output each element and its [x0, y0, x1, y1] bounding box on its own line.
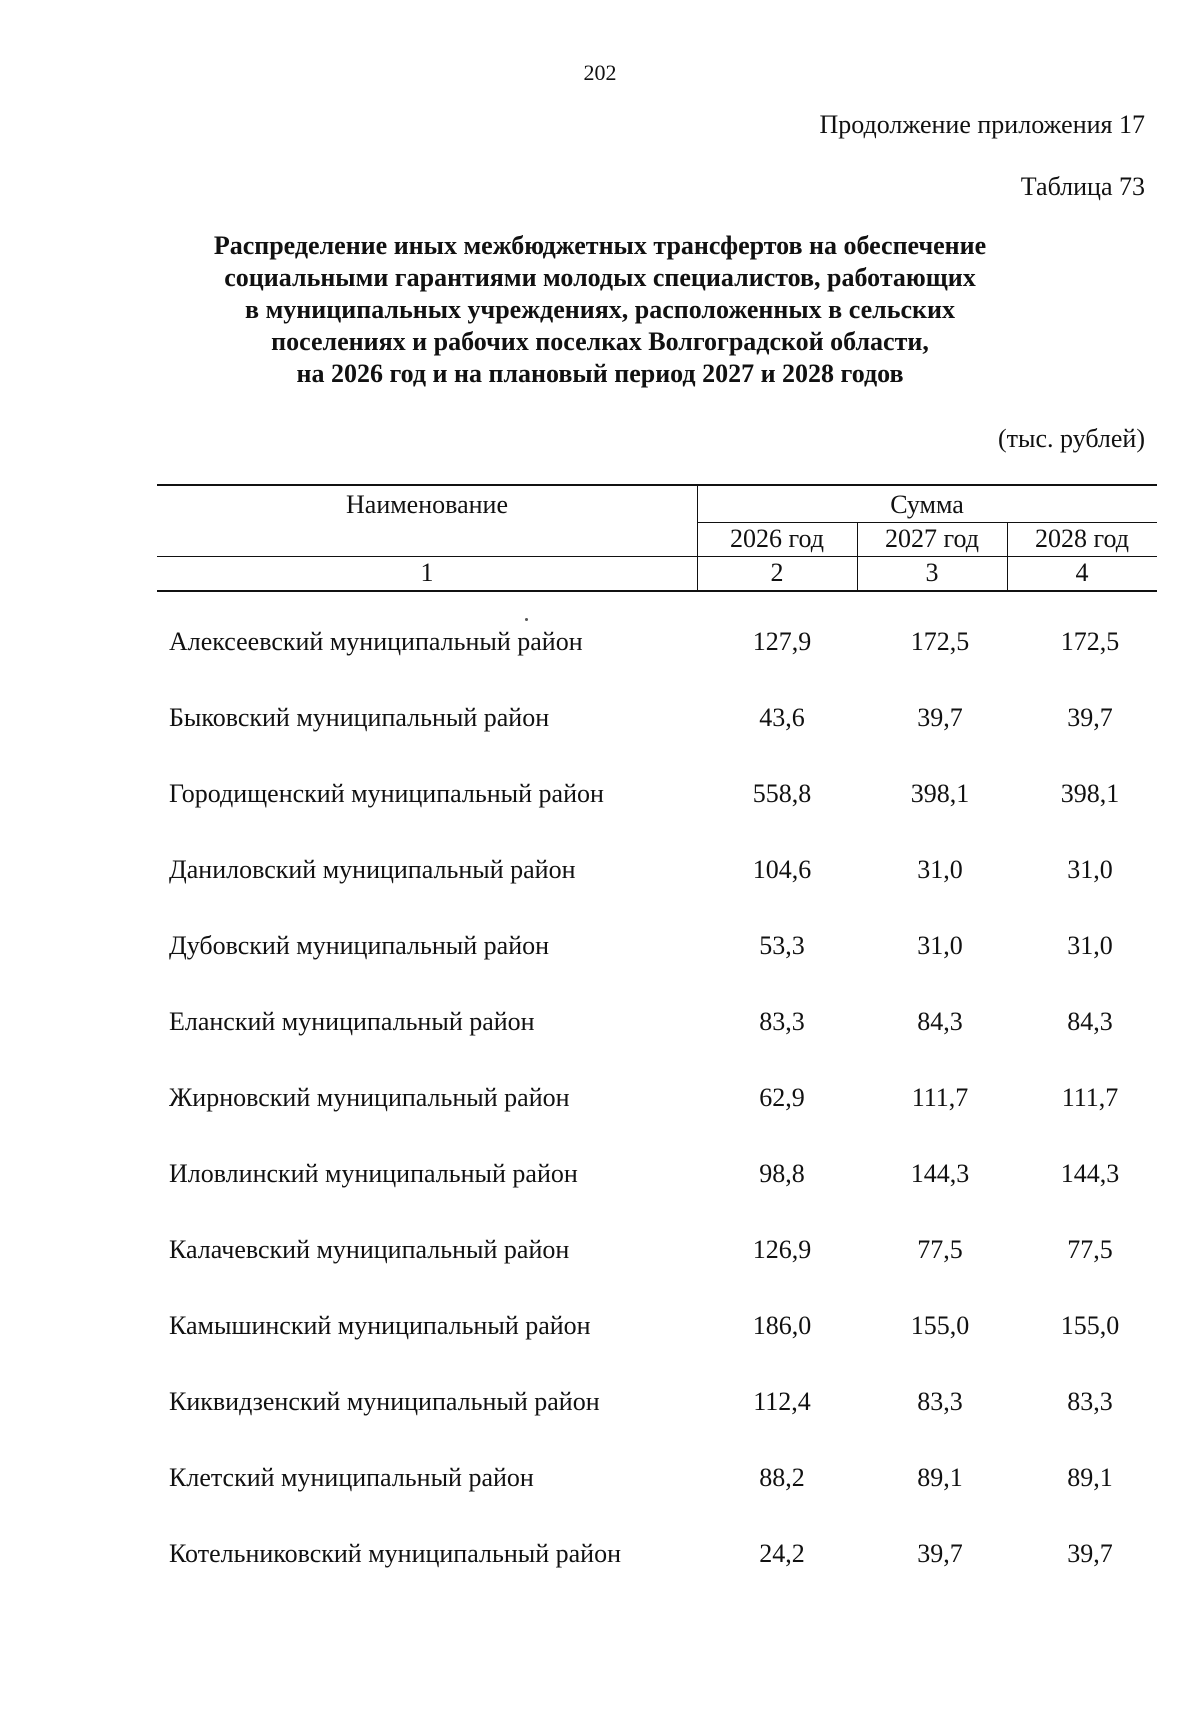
district-name: Даниловский муниципальный район: [169, 855, 576, 884]
value-2026: 126,9: [752, 1235, 812, 1264]
district-name: Алексеевский муниципальный район: [169, 627, 583, 656]
value-2028: 83,3: [1067, 1387, 1113, 1416]
value-2027: 155,0: [910, 1311, 970, 1340]
table-row: [157, 931, 1157, 971]
title-line: на 2026 год и на плановый период 2027 и 2028 годов: [296, 359, 904, 388]
header-sum: Сумма: [890, 490, 964, 519]
value-2027: 77,5: [917, 1235, 963, 1264]
value-2026: 112,4: [753, 1387, 811, 1416]
table-row: [157, 1083, 1157, 1123]
table-row: [157, 1463, 1157, 1503]
value-2028: 89,1: [1067, 1463, 1113, 1492]
units-label: (тыс. рублей): [997, 424, 1145, 453]
value-2026: 104,6: [752, 855, 812, 884]
value-2026: 43,6: [759, 703, 805, 732]
value-2027: 89,1: [917, 1463, 963, 1492]
table-row: [157, 1159, 1157, 1199]
table-row: [157, 1007, 1157, 1047]
header-name: Наименование: [346, 490, 508, 519]
value-2028: 84,3: [1067, 1007, 1113, 1036]
title-line: социальными гарантиями молодых специалистов, работающих: [224, 263, 976, 292]
document-title: [0, 230, 1200, 390]
table-row: [157, 855, 1157, 895]
district-name: Калачевский муниципальный район: [169, 1235, 570, 1264]
value-2028: 31,0: [1067, 931, 1113, 960]
header-year-2028: 2028 год: [1035, 524, 1129, 553]
value-2028: 111,7: [1061, 1083, 1119, 1112]
value-2027: 144,3: [910, 1159, 970, 1188]
value-2026: 53,3: [759, 931, 805, 960]
value-2028: 144,3: [1060, 1159, 1120, 1188]
value-2027: 111,7: [911, 1083, 969, 1112]
value-2028: 172,5: [1060, 627, 1120, 656]
title-line: Распределение иных межбюджетных трансфертов на обеспечение: [213, 231, 987, 260]
page-number: 202: [583, 60, 617, 85]
column-number: 3: [925, 558, 939, 587]
table-row: [157, 703, 1157, 743]
header-bottom-rule: [157, 590, 1157, 592]
value-2026: 83,3: [759, 1007, 805, 1036]
table-number: Таблица 73: [1020, 172, 1145, 201]
district-name: Жирновский муниципальный район: [169, 1083, 570, 1112]
value-2028: 155,0: [1060, 1311, 1120, 1340]
district-name: Клетский муниципальный район: [169, 1463, 534, 1492]
value-2027: 39,7: [917, 1539, 963, 1568]
value-2028: 31,0: [1067, 855, 1113, 884]
value-2028: 77,5: [1067, 1235, 1113, 1264]
district-name: Камышинский муниципальный район: [169, 1311, 591, 1340]
value-2028: 39,7: [1067, 703, 1113, 732]
header-top-rule: [157, 484, 1157, 486]
title-line: в муниципальных учреждениях, расположенных в сельских: [245, 295, 955, 324]
value-2027: 39,7: [917, 703, 963, 732]
district-name: Быковский муниципальный район: [169, 703, 550, 732]
value-2027: 84,3: [917, 1007, 963, 1036]
column-number: 1: [420, 558, 434, 587]
table-row: [157, 779, 1157, 819]
district-name: Еланский муниципальный район: [169, 1007, 535, 1036]
sum-divider-rule: [697, 522, 1157, 523]
scan-speck: [525, 618, 528, 621]
header-year-2026: 2026 год: [730, 524, 824, 553]
value-2028: 398,1: [1060, 779, 1120, 808]
table-row: [157, 1387, 1157, 1427]
value-2026: 24,2: [759, 1539, 805, 1568]
value-2026: 98,8: [759, 1159, 805, 1188]
district-name: Городищенский муниципальный район: [169, 779, 604, 808]
table-row: [157, 1539, 1157, 1579]
value-2026: 558,8: [752, 779, 812, 808]
value-2027: 172,5: [910, 627, 970, 656]
title-line: поселениях и рабочих поселках Волгоградской области,: [271, 327, 929, 356]
value-2026: 88,2: [759, 1463, 805, 1492]
column-number: 2: [770, 558, 784, 587]
table-row: [157, 1235, 1157, 1275]
table-row: [157, 627, 1157, 667]
district-name: Киквидзенский муниципальный район: [169, 1387, 600, 1416]
value-2027: 31,0: [917, 855, 963, 884]
value-2027: 31,0: [917, 931, 963, 960]
value-2027: 398,1: [910, 779, 970, 808]
value-2028: 39,7: [1067, 1539, 1113, 1568]
appendix-note: Продолжение приложения 17: [819, 110, 1145, 139]
column-number: 4: [1075, 558, 1089, 587]
value-2026: 127,9: [752, 627, 812, 656]
district-name: Дубовский муниципальный район: [169, 931, 550, 960]
value-2026: 186,0: [752, 1311, 812, 1340]
district-name: Иловлинский муниципальный район: [169, 1159, 578, 1188]
table-row: [157, 1311, 1157, 1351]
district-name: Котельниковский муниципальный район: [169, 1539, 621, 1568]
value-2027: 83,3: [917, 1387, 963, 1416]
header-year-2027: 2027 год: [885, 524, 979, 553]
value-2026: 62,9: [759, 1083, 805, 1112]
